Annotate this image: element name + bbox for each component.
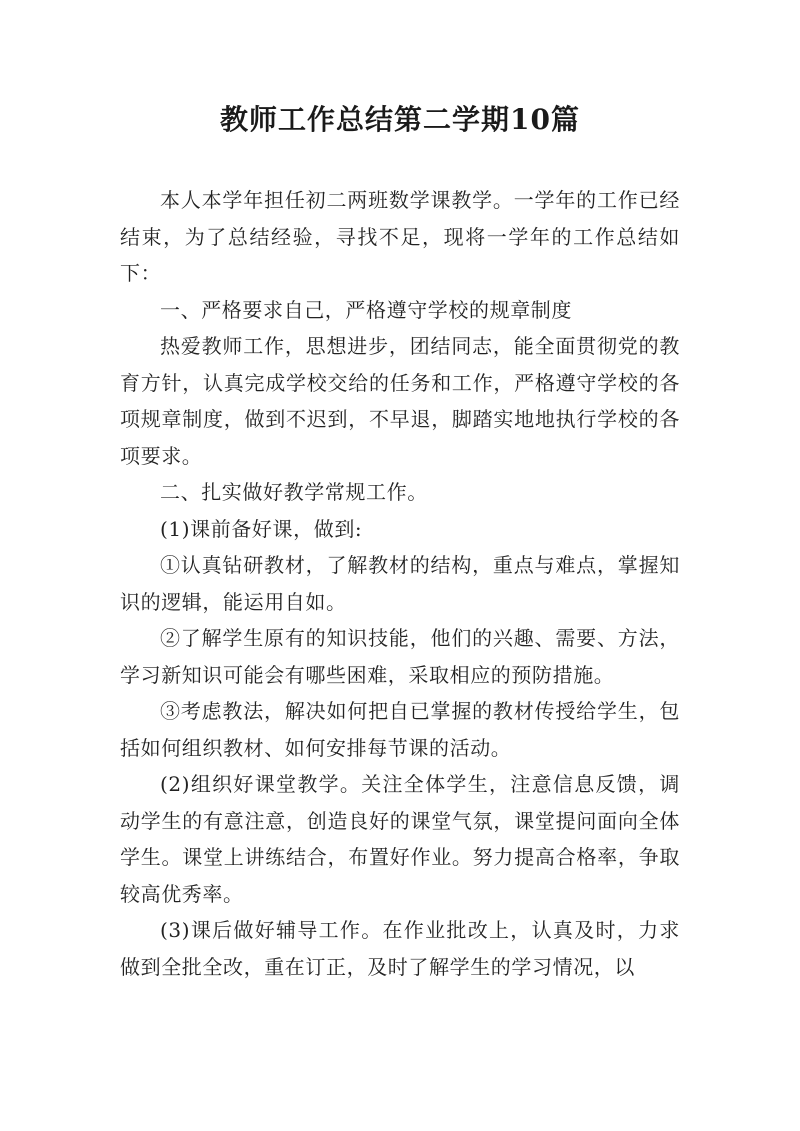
- paragraph-after-class: (3)课后做好辅导工作。在作业批改上，认真及时，力求做到全批全改，重在订正，及时了解学生的学习情况，以: [120, 918, 680, 979]
- subheading-1: (1)课前备好课，做到:: [160, 516, 363, 541]
- heading-section-2: 二、扎实做好教学常规工作。: [160, 480, 428, 504]
- paragraph-intro: 本人本学年担任初二两班数学课教学。一学年的工作已经结束，为了总结经验，寻找不足，现将一学年的工作总结如下：: [120, 188, 680, 285]
- list-item-2: ②了解学生原有的知识技能，他们的兴趣、需要、方法，学习新知识可能会有哪些困难，采取相应的预防措施。: [120, 626, 680, 687]
- heading-section-1: 一、严格要求自己，严格遵守学校的规章制度: [160, 297, 572, 322]
- paragraph-classroom: (2)组织好课堂教学。关注全体学生，注意信息反馈，调动学生的有意注意，创造良好的课堂气氛，课堂提问面向全体学生。课堂上讲练结合，布置好作业。努力提高合格率，争取较高优秀率。: [120, 772, 680, 906]
- document-body: [120, 182, 680, 985]
- list-item-3: ③考虑教法，解决如何把自已掌握的教材传授给学生，包括如何组织教材、如何安排每节课的活动。: [120, 699, 680, 760]
- paragraph-section-1: 热爱教师工作，思想进步，团结同志，能全面贯彻党的教育方针，认真完成学校交给的任务和工作，严格遵守学校的各项规章制度，做到不迟到，不早退，脚踏实地地执行学校的各项要求。: [120, 334, 680, 468]
- document-title: 教师工作总结第二学期10篇: [220, 103, 580, 136]
- list-item-1: ①认真钻研教材，了解教材的结构，重点与难点，掌握知识的逻辑，能运用自如。: [120, 553, 680, 614]
